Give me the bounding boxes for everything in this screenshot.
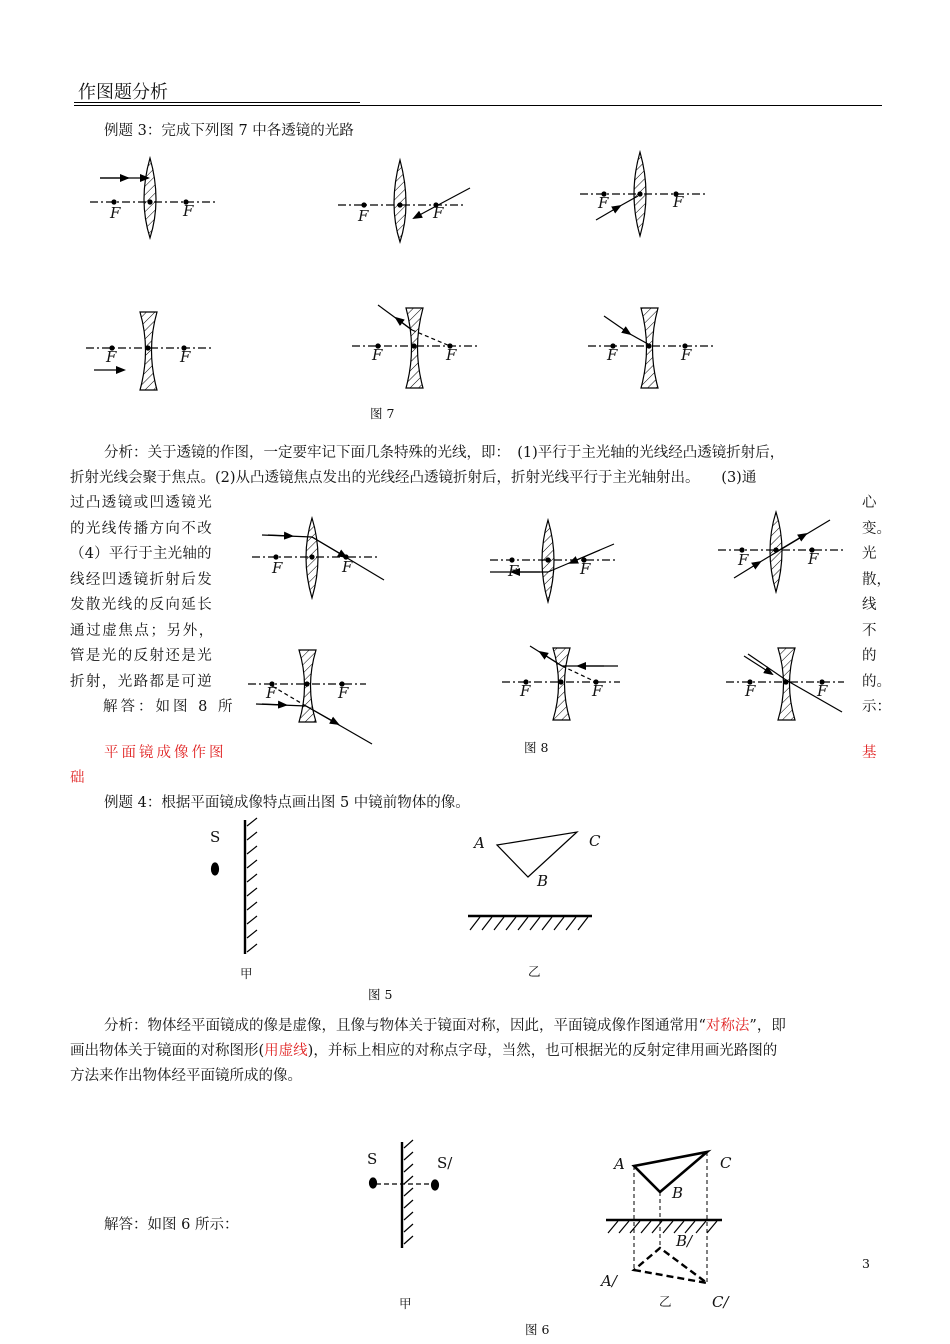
wrap-char: 的 [862, 648, 877, 664]
focus-label: F [738, 551, 749, 569]
focus-label: F [745, 682, 756, 700]
wrap-char: 散， [862, 571, 891, 588]
point-label-a: A [474, 834, 485, 852]
fig7-convex-2 [338, 160, 470, 242]
analysis2-line3: 方法来作出物体经平面镜所成的像。 [70, 1068, 302, 1084]
wrap-char: 示： [862, 699, 891, 715]
focus-label: F [183, 202, 194, 220]
fig7-caption: 图 7 [370, 406, 395, 421]
analysis2-text: 画出物体关于镜面的对称图形( [70, 1043, 265, 1059]
analysis2-text: 分析：物体经平面镜成的像是虚像，且像与物体关于镜面对称，因此，平面镜成像作图通常用“ [104, 1018, 706, 1034]
wrap-char: 的。 [862, 673, 891, 690]
point-label-c: C [720, 1154, 732, 1172]
focus-label: F [358, 207, 369, 225]
wrap-line: 通过虚焦点；另外， [70, 622, 215, 639]
wrap-line: 发散光线的反向延长 [70, 597, 214, 613]
page-title: 作图题分析 [78, 82, 168, 103]
fig8-convex-1 [252, 518, 384, 598]
focus-label: F [106, 348, 117, 366]
point-label-c: C [589, 832, 601, 850]
focus-label: F [681, 346, 692, 364]
wrap-char: 变。 [862, 520, 891, 537]
focus-label: F [592, 682, 603, 700]
point-label-b: B [537, 872, 549, 890]
analysis1-line2: 折射光线会聚于焦点。(2)从凸透镜焦点发出的光线经凸透镜折射后，折射光线平行于主光轴射出。 (3)通 [70, 470, 757, 486]
point-label-s: S [210, 828, 221, 846]
focus-label: F [372, 346, 383, 364]
analysis2-text: )，并标上相应的对称点字母，当然，也可根据光的反射定律用画光路图的 [307, 1043, 778, 1059]
fig5-sub-jia: 甲 [240, 966, 253, 981]
focus-label: F [342, 558, 353, 576]
wrap-char: 线 [862, 597, 877, 613]
wrap-line: （4）平行于主光轴的 [70, 546, 212, 562]
wrap-char: 光 [862, 546, 877, 562]
fig5-sub-yi: 乙 [528, 964, 541, 979]
wrap-line: 的光线传播方向不改 [70, 520, 214, 537]
wrap-char: 不 [862, 622, 877, 639]
focus-label: F [598, 194, 609, 212]
point-label-b: B [672, 1184, 684, 1202]
analysis2-highlight: 对称法 [705, 1018, 750, 1034]
focus-label: F [110, 204, 121, 222]
wrap-char: 心 [862, 495, 877, 511]
wrap-line: 管是光的反射还是光 [70, 648, 214, 664]
wrap-line: 过凸透镜或凹透镜光 [70, 495, 214, 511]
answer4-text: 解答：如图 6 所示： [104, 1217, 239, 1233]
point-label-s: S [367, 1150, 378, 1168]
analysis2-highlight: 用虚线 [264, 1043, 308, 1059]
analysis2-line1 [104, 1013, 786, 1039]
analysis1-right-column [862, 491, 892, 721]
fig5-caption: 图 5 [368, 987, 393, 1002]
point-label-a: A [614, 1155, 625, 1173]
example3-question: 例题 3：完成下列图 7 中各透镜的光路 [104, 123, 354, 139]
wrap-line: 解答：如图 8 所 [103, 699, 236, 715]
focus-label: F [433, 204, 444, 222]
fig8-convex-2 [490, 520, 618, 602]
point-label-b-image: B/ [676, 1232, 693, 1250]
analysis1-line1: 分析：关于透镜的作图，一定要牢记下面几条特殊的光线，即： (1)平行于主光轴的光线经凸透镜折射后， [104, 445, 785, 461]
focus-label: F [580, 560, 591, 578]
fig6-sub-jia: 甲 [399, 1296, 412, 1311]
analysis2-text: ”，即 [749, 1018, 786, 1034]
point-label-c-image: C/ [712, 1293, 729, 1311]
section-heading: 平面镜成像作图 [104, 745, 227, 761]
focus-label: F [272, 559, 283, 577]
wrap-line: 线经凹透镜折射后发 [70, 571, 214, 588]
fig8-caption: 图 8 [524, 740, 549, 755]
focus-label: F [607, 346, 618, 364]
point-label-s-image: S/ [437, 1154, 453, 1172]
focus-label: F [446, 346, 457, 364]
wrap-line: 折射，光路都是可逆 [70, 673, 214, 690]
focus-label: F [817, 682, 828, 700]
focus-label: F [673, 193, 684, 211]
page-number: 3 [862, 1256, 870, 1271]
section-heading-right: 基 [862, 745, 877, 761]
focus-label: F [808, 550, 819, 568]
fig5-triangle-abc [468, 832, 592, 930]
example4-question: 例题 4：根据平面镜成像特点画出图 5 中镜前物体的像。 [104, 795, 470, 811]
analysis2-line2 [70, 1038, 777, 1064]
focus-label: F [338, 684, 349, 702]
analysis1-left-column [70, 491, 236, 721]
fig6-plane-mirror-s [370, 1140, 439, 1248]
focus-label: F [266, 684, 277, 702]
focus-label: F [180, 348, 191, 366]
fig7-convex-1 [90, 158, 218, 238]
fig6-caption: 图 6 [525, 1322, 550, 1337]
fig6-sub-yi: 乙 [659, 1294, 672, 1309]
point-label-a-image: A/ [601, 1272, 617, 1290]
focus-label: F [508, 562, 519, 580]
section-heading-wrap: 础 [70, 770, 85, 786]
focus-label: F [520, 682, 531, 700]
